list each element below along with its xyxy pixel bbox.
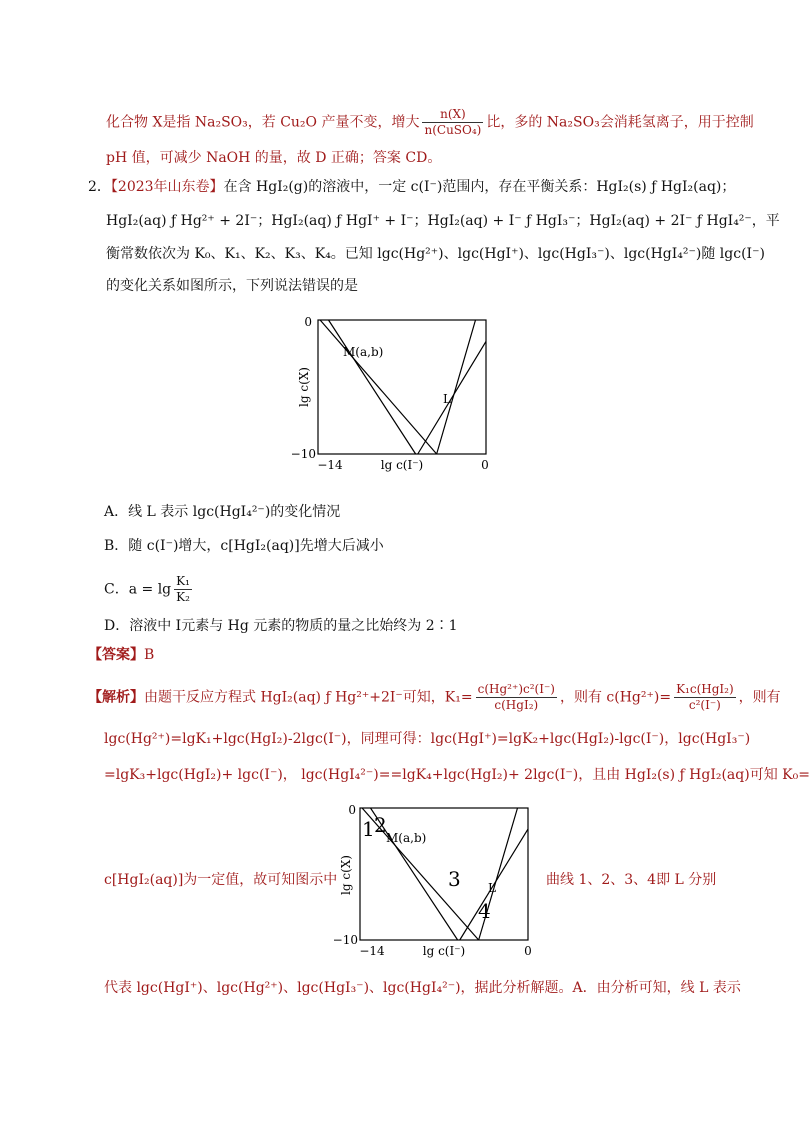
analysis-line2: lgc(Hg²⁺)=lgK₁+lgc(HgI₂)-2lgc(I⁻)，同理可得：lgc(HgI⁺)=lgK₂+lgc(HgI₂)-lgc(I⁻)，lgc(HgI₃⁻) [104,731,751,747]
curve-number-1: 1 [362,817,375,841]
curve-number-3: 3 [448,867,461,891]
question-2-line3: 衡常数依次为 K₀、K₁、K₂、K₃、K₄。已知 lgc(Hg²⁺)、lgc(HgI⁺)、lgc(HgI₃⁻)、lgc(HgI₄²⁻)随 lgc(I⁻) [106,246,765,262]
line-hg2-plus [329,320,416,454]
curve-number-2: 2 [374,813,387,837]
line-hgi4-2minus [437,320,476,454]
para1-line1: 化合物 X是指 Na₂SO₃，若 Cu₂O 产量不变，增大 $\frac{n(X)}{\text{n(CuSO₄)}}$ 比，多的 Na₂SO₃会消耗氢离子，用于控制 [106,107,754,137]
para1-line2: pH 值，可减少 NaOH 的量，故 D 正确；答案 CD。 [106,150,442,166]
question-2-line2: HgI₂(aq) ƒ Hg²⁺ + 2I⁻；HgI₂(aq) ƒ HgI⁺ + I⁻；HgI₂(aq) + I⁻ ƒ HgI₃⁻；HgI₂(aq) + 2I⁻ ƒ HgI₄²⁻，平 [106,213,780,229]
answer-value: B [144,647,155,663]
option-a: A．线 L 表示 lgc(HgI₄²⁻)的变化情况 [104,504,341,520]
figure-2-chart [332,800,538,962]
y-axis-label: lg c(X) [297,367,311,407]
analysis-line3: =lgK₃+lgc(HgI₂)+ lgc(I⁻)， lgc(HgI₄²⁻)==lgK₄+lgc(HgI₂)+ 2lgc(I⁻)，且由 HgI₂(s) ƒ HgI₂(aq)可知 K₀= [104,767,810,783]
figure-1-chart [290,312,496,474]
x-tick-label: 0 [524,944,532,958]
y-axis-label: lg c(X) [339,855,353,895]
line-hgi-plus [320,320,437,454]
option-b: B．随 c(I⁻)增大，c[HgI₂(aq)]先增大后减小 [104,538,384,554]
curve-l-label: L [443,392,451,406]
point-m-label: M(a,b) [386,831,427,845]
analysis-line5: 代表 lgc(HgI⁺)、lgc(Hg²⁺)、lgc(HgI₃⁻)、lgc(HgI₄²⁻)，据此分析解题。A．由分析可知，线 L 表示 [104,980,741,996]
question-2-line4: 的变化关系如图所示，下列说法错误的是 [106,278,358,294]
curve-number-4: 4 [478,899,491,923]
y-tick-label: 0 [304,315,312,329]
y-tick-label: −10 [290,447,316,461]
x-tick-label: 0 [481,458,489,472]
analysis-line4b: 曲线 1、2、3、4即 L 分别 [546,872,717,888]
y-tick-label: −10 [332,933,358,947]
x-tick-label: −14 [359,944,385,958]
answer-line: 【答案】B [88,647,155,663]
question-source: 【2023年山东卷】 [110,179,224,195]
question-2-line1: 2．【2023年山东卷】在含 HgI₂(g)的溶液中，一定 c(I⁻)范围内，存在平衡关系：HgI₂(s) ƒ HgI₂(aq)； [88,179,736,195]
option-c: C．a = lg $\frac{\text{K₁}}{\text{K₂}}$ [104,574,190,604]
analysis-line1: 【解析】由题干反应方程式 HgI₂(aq) ƒ Hg²⁺+2I⁻可知，K₁= $\frac{\text{c(Hg²⁺)c²(I⁻)}}{\text{c(HgI₂)}}$ ，则有 c(Hg²⁺)= $\frac{\text{K₁c(HgI₂)}}{\text{c²(I⁻)}}$ ，则有 [88,682,781,712]
x-tick-label: −14 [317,458,343,472]
y-tick-label: 0 [348,803,356,817]
x-axis-label: lg c(I⁻) [422,944,466,958]
curve-l-label: L [488,881,496,895]
line-hgi3-minus [418,341,486,454]
point-m-label: M(a,b) [343,345,384,359]
analysis-line4a: c[HgI₂(aq)]为一定值，故可知图示中 [104,872,338,888]
ratio-fraction: $\frac{n(X)}{\text{n(CuSO₄)}}$ [424,107,482,137]
option-d: D．溶液中 I元素与 Hg 元素的物质的量之比始终为 2∶1 [104,618,458,634]
x-axis-label: lg c(I⁻) [380,458,424,472]
